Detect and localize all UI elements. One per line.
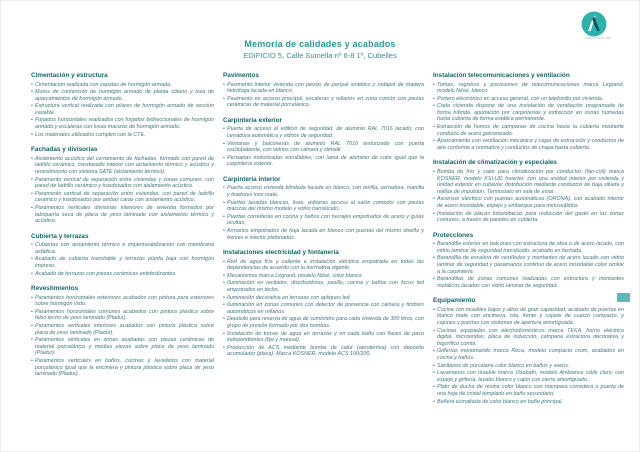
bullet-item [433, 348, 626, 361]
bullet-item [433, 241, 626, 254]
bullet-item [433, 103, 626, 123]
bullet-item [31, 242, 216, 255]
bullet-text: Acabado de terrazas con piezas cerámicas antideslizantes. [35, 270, 177, 277]
bullet-text: Extracción de humos de campanas de cocina hasta la cubierta mediante conducto de acero galvanizado. [437, 124, 624, 137]
bullet-item [223, 302, 426, 315]
bullet-icon: • [223, 330, 225, 337]
page-subtitle: EDIFICIO 5, Calle Sumella nº 6-8 1º, Cubelles [243, 51, 397, 60]
bullet-text: Acabado de cubierta transitable y terrazas planta baja con hormigón impreso. [35, 256, 214, 269]
bullet-item [223, 345, 426, 358]
bullet-text: Cocina con muebles bajos y altos de gran capacidad, acabado de puertas en blanco mate con encimera, isla, frente y copete de cuarzo compacto, y cajones y puertas con sistemas de apertura amortiguada. [437, 306, 624, 327]
bullet-text: Red de agua fría y caliente e instalación eléctrica empotrada en todas las dependencias de acuerdo con la normativa vigente. [227, 258, 424, 272]
bullet-text: Aparcamiento con ventilación mecánica y cajas de extracción y conductos de aire conforme a normativa y conductos de chapa hasta cubierta. [437, 138, 624, 151]
bullet-text: Iluminación en recibidor, distribuidores, pasillo, cocina y baños con focos led empotrados en techo. [227, 280, 424, 294]
bullet-icon: • [31, 176, 33, 183]
bullet-item [31, 156, 216, 176]
bullet-text: Estructura vertical realizada con pilares de hormigón armado de sección variable. [35, 103, 214, 116]
bullet-icon: • [433, 196, 435, 203]
bullet-icon: • [433, 255, 435, 262]
bullet-text: Paramentos verticales divisorias interiores de vivienda formados por tabiquería seca de placa de yeso laminado con aislamiento térmico y acústico. [35, 204, 214, 225]
bullet-item [223, 126, 426, 139]
column-right [433, 72, 626, 406]
bullet-icon: • [433, 81, 435, 88]
section-heading: Cimentación y estructura [31, 72, 108, 79]
logo-mark-icon [581, 11, 607, 37]
bullet-item [31, 205, 216, 225]
bullet-text: Barandillas de zonas comunes realizadas con estructura y montantes metálicos lacados con vidrio laminar de seguridad. [437, 276, 624, 289]
bullet-icon: • [223, 213, 225, 220]
bullet-item [223, 185, 426, 198]
bullet-text: Forjados horizontales realizados con forjados bidireccionales de hormigón armado y escaleras con losas macizas de hormigón armado. [35, 117, 214, 131]
bullet-item [31, 82, 216, 89]
bullet-text: Paramentos horizontales comunes acabados con pintura plástica sobre falso techo de yeso laminado (Pladur). [35, 308, 214, 322]
bullet-text: Puertas correderas en cocina y baños con herrajes empotrados de acero y guías ocultas. [227, 213, 424, 227]
bullet-text: Instalación de tomas de agua en terrazas y en cada baño con llaves de paso independientes (fija y manual). [227, 330, 424, 344]
bullet-text: Paramentos verticales en zonas acabadas con piezas cerámicas de material porcelánico y medias piezas sobre placa de yeso laminado (Pladur). [35, 337, 214, 357]
bullet-icon: • [433, 384, 435, 391]
bullet-text: Plato de ducha de resina color blanco con mampara corredera o puerta de una hoja de cristal templado en baño secundario. [437, 384, 624, 397]
bullet-item [223, 280, 426, 293]
bullet-icon: • [223, 294, 225, 301]
bullet-text: Lavamanos con mueble marca Visobath, modelo Ambiance roble claro, con espejo y grifería, lavabo blanco y cajón con cierre amortiguado. [437, 370, 624, 383]
bullet-icon: • [31, 270, 33, 277]
bullet-text: Depósito para reserva de agua de suministro para cada vivienda de 300 litros, con grupo de presión formado por dos bombas. [227, 316, 424, 330]
bullet-text: Ventanas y balconeras de aluminio RAL 7016 texturizado con puerta oscilobatiente, con vidrios con cámara y climalit. [227, 140, 424, 154]
bullet-text: Sanitarios de porcelana color blanco en baños y aseos. [437, 362, 570, 369]
bullet-icon: • [433, 348, 435, 355]
bullet-text: Persianas motorizadas enrollables, con lama de aluminio de color igual que la carpintería exterior. [227, 154, 424, 168]
bullet-icon: • [433, 168, 435, 175]
bullet-text: Barandilla exterior en balcones con estructura de obra o de acero lacado, con vidrio laminar de seguridad translúcido, acabado en fachada. [437, 241, 624, 254]
bullet-item [223, 141, 426, 154]
bullet-text: Paramentos verticales en baños, cocinas y lavaderos con material porcelánico igual que la encimera y pintura plástica sobre placa de yeso laminado (Pladur). [35, 358, 214, 378]
bullet-icon: • [433, 138, 435, 145]
bullet-icon: • [223, 302, 225, 309]
bullet-icon: • [433, 362, 435, 369]
bullet-item [31, 323, 216, 336]
section-heading: Protecciones [433, 231, 474, 239]
bullet-icon: • [433, 276, 435, 283]
bullet-item [31, 256, 216, 269]
bullet-item [31, 271, 216, 278]
bullet-icon: • [223, 154, 225, 161]
bullet-item [31, 89, 216, 102]
bullet-item [223, 155, 426, 168]
column-middle [223, 72, 426, 406]
bullet-icon: • [223, 81, 225, 88]
bullet-text: Iluminación en zonas comunes con detector de presencia con cámara y timbres automáticos en rellanos. [227, 302, 424, 315]
bullet-text: Los materiales utilizados cumplen con la CTE. [35, 131, 146, 138]
bullet-icon: • [433, 95, 435, 102]
bullet-text: Cimentación realizada con zapatas de hormigón armada. [35, 81, 172, 88]
bullet-item [433, 211, 626, 224]
bullet-text: Tomas, registros y previsiones de telecomunicaciones marca Legrand, modelo Niloé, blanco. [437, 81, 624, 95]
bullet-item [223, 331, 426, 344]
bullet-text: Paramentos verticales interiores acabados con pintura plástica sobre placa de yeso laminado (Pladur). [35, 323, 214, 336]
bullet-item [31, 358, 216, 378]
section-heading: Pavimentos [223, 72, 259, 79]
bullet-item [223, 228, 426, 241]
bullet-icon: • [433, 210, 435, 217]
bullet-icon: • [31, 117, 33, 124]
bullet-text: Producción de ACS mediante bomba de calor (aerotermia) con depósito acumulador (placa). Marca KOSNER, modelo ACS 190/200. [227, 344, 424, 358]
bullet-icon: • [31, 89, 33, 96]
bullet-item [433, 276, 626, 289]
bullet-icon: • [223, 280, 225, 287]
bullet-item [433, 307, 626, 327]
bullet-item [223, 295, 426, 302]
bullet-item [433, 328, 626, 348]
bullet-icon: • [433, 398, 435, 405]
bullet-icon: • [31, 323, 33, 330]
bullet-text: Mecanismos marca Legrand, modelo Niloé, color blanco. [227, 272, 364, 279]
bullet-text: Bañera esmaltada de color blanco en baño principal. [437, 398, 563, 405]
bullet-icon: • [31, 256, 33, 263]
bullet-item [223, 82, 426, 95]
bullet-item [433, 169, 626, 195]
bullet-item [433, 384, 626, 397]
bullet-text: Portero electrónico en acceso general, con un telefonillo por vivienda. [437, 95, 604, 102]
bullet-item [223, 200, 426, 213]
bullet-item [31, 132, 216, 139]
bullet-icon: • [31, 103, 33, 110]
bullet-icon: • [31, 204, 33, 211]
bullet-icon: • [433, 103, 435, 110]
bullet-item [433, 255, 626, 275]
bullet-text: Bomba de frío y calor para climatización por conductos (fan-coil) marca KOSNER, modelo KSI-UD Inverter, con una unidad interior por vivienda y unidad exterior en cubierta; distribución mediante conductos de baja silueta y rejillas de impulsión. Termostato en sala de estar. [437, 168, 624, 195]
page-title: Memoria de calidades y acabados [244, 39, 396, 49]
bullet-icon: • [31, 358, 33, 364]
bullet-item [433, 363, 626, 370]
bullet-text: Pavimento en acceso principal, escaleras y rellanos en zona común con piezas cerámicas de material porcelánico. [227, 95, 424, 109]
bullet-item [223, 259, 426, 272]
bullet-item [433, 196, 626, 209]
bullet-icon: • [223, 228, 225, 234]
bullet-icon: • [31, 242, 33, 249]
bullet-icon: • [223, 344, 225, 351]
bullet-item [433, 124, 626, 137]
bullet-item [31, 117, 216, 130]
bullet-icon: • [433, 124, 435, 131]
bullet-item [433, 96, 626, 103]
section-heading: Carpintería exterior [223, 116, 282, 124]
bullet-item [31, 309, 216, 322]
bullet-icon: • [31, 308, 33, 315]
bullet-text: Muros de contención de hormigón armado de planta sótano y losa de aparcamientos de hormigón armado. [35, 89, 214, 102]
bullet-item [223, 316, 426, 329]
bullet-item [223, 214, 426, 227]
bullet-icon: • [223, 140, 225, 147]
company-logo [577, 11, 611, 43]
bullet-icon: • [223, 95, 225, 102]
section-heading: Cubierta y terrazas [31, 232, 89, 240]
content-columns [31, 72, 624, 406]
bullet-text: Barandilla de escalera de vestíbulos y montantes de acero lacado con vidrio laminar de seguridad y pasamanos continuo de acero inoxidable color similar a la carpintería. [437, 255, 624, 275]
section-heading: Instalación telecomunicaciones y ventilación [433, 72, 570, 79]
bullet-icon: • [223, 185, 225, 192]
bullet-text: Griferías monomando marca Roca, modelo compacto crom, acabados en cocina y baños. [437, 348, 624, 361]
bullet-text: Cocinas equipadas con electrodomésticos marca TEKA, horno eléctrico digital, microondas, placa de inducción, campana extractora decorativa y frigorífico combi. [437, 327, 624, 347]
bullet-icon: • [31, 155, 33, 162]
bullet-item [433, 399, 626, 406]
bullet-item [223, 273, 426, 280]
bullet-icon: • [433, 327, 435, 334]
bullet-icon: • [223, 316, 225, 323]
bullet-icon: • [433, 306, 435, 313]
bullet-item [31, 295, 216, 308]
bullet-text: Aislamiento acústico del cerramiento de fachadas, formado con pared de ladrillo cerámico, trasdosado interior con aislamiento térmico y acústico y revestimiento con sistema SATE (aislamiento térmico). [35, 155, 214, 175]
bullet-item [433, 370, 626, 383]
section-heading: Fachadas y divisorias [31, 146, 98, 154]
bullet-text: Puerta de acceso al edificio de seguridad, de aluminio RAL 7016 lacado, con cerradura automática y vidrios de seguridad. [227, 126, 424, 139]
bullet-icon: • [223, 126, 225, 133]
bullet-item [31, 103, 216, 116]
bullet-text: Paramento vertical de separación entre viviendas y zonas comunes, con pared de ladrillo cerámico y trasdosados con aislamiento acústico. [35, 176, 214, 190]
section-heading: Carpintería interior [223, 175, 281, 183]
bullet-text: Ascensor eléctrico con puertas automáticas (ORONA), con acabado interior de acero inoxidable, espejo y embarque para minusválidos. [437, 196, 624, 209]
bullet-text: Instalación de placas fotovoltaicas para reducción del gasto en las zonas comunes, a través de paneles en cubierta. [437, 210, 624, 224]
bullet-icon: • [31, 190, 33, 197]
bullet-text: Puerta acceso vivienda blindada lacada en blanco, con mirilla, cerradura, manilla y tiradores inox mate. [227, 185, 424, 199]
edge-mark [617, 293, 630, 302]
bullet-icon: • [223, 258, 225, 265]
section-heading: Instalación de climatización y especiales [433, 159, 557, 167]
document-header [1, 39, 639, 60]
bullet-item [433, 82, 626, 95]
section-heading: Equipamiento [433, 297, 476, 305]
bullet-text: Paramento vertical de separación entre viviendas, con pared de ladrillo cerámico y trasdosados por ambas caras con aislamiento acústico. [35, 190, 214, 204]
bullet-item [433, 138, 626, 151]
bullet-text: Armarios empotrados de hoja lacada en blanco con puertas del mismo diseño y frentes e interior plafonados. [227, 228, 424, 241]
bullet-item [31, 337, 216, 357]
logo-caption: ARQUITECTURA [585, 37, 612, 40]
bullet-text: Iluminación decorativa en terrazas con apliques led. [227, 294, 352, 301]
bullet-item [31, 191, 216, 204]
column-left [31, 72, 216, 406]
bullet-icon: • [31, 294, 33, 301]
bullet-icon: • [223, 199, 225, 206]
bullet-icon: • [31, 81, 33, 88]
bullet-text: Cada vivienda dispone de una instalación de ventilación programada de forma híbrida, aportación por carpinterías y extracción en zonas húmedas hasta cubierta de forma estática permanente. [437, 103, 624, 123]
bullet-icon: • [31, 337, 33, 344]
bullet-item [31, 177, 216, 190]
bullet-text: Paramentos horizontales exteriores acabados con pintura para exteriores sobre hormigón visto. [35, 294, 214, 308]
bullet-icon: • [223, 272, 225, 279]
bullet-icon: • [433, 241, 435, 248]
bullet-text: Puertas lacadas blancas, lisas, vidrieras acceso al salón comedor con piezas macizas del mismo modelo y vidrio translúcido. [227, 199, 424, 213]
bullet-text: Cubiertas con aislamiento térmico e impermeabilización con membrana asfáltica. [35, 242, 214, 255]
bullet-icon: • [31, 131, 33, 138]
section-heading: Revestimientos [31, 285, 79, 293]
bullet-item [223, 96, 426, 109]
section-heading: Instalaciones electricidad y fontanería [223, 249, 339, 257]
bullet-text: Pavimento interior vivienda con piezas de parqué sintético y rodapié de madera hidrófuga lacada en blanco. [227, 81, 424, 95]
bullet-icon: • [433, 370, 435, 377]
